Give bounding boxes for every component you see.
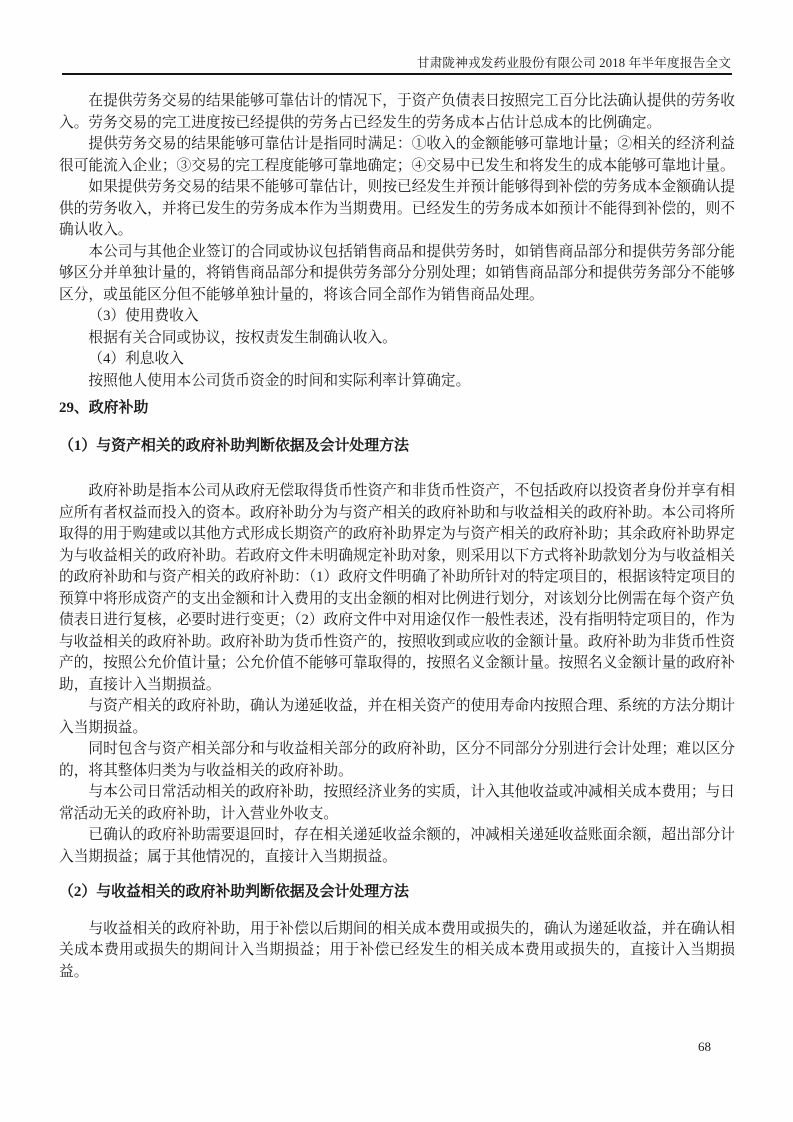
paragraph-grant-definition: 政府补助是指本公司从政府无偿取得货币性资产和非货币性资产，不包括政府以投资者身份并享有相应所有者权益而投入的资本。政府补助分为与资产相关的政府补助和与收益相关的政府补助。本公司将所取得的用于购建或以其他方式形成长期资产的政府补助界定为与资产相关的政府补助；其余政府补助界定为与收益相关的政府补助。若政府文件未明确规定补助对象，则采用以下方式将补助款划分为与收益相关的政府补助和与资产相关的政府补助：（1）政府文件明确了补助所针对的特定项目的，根据该特定项目的预算中将形成资产的支出金额和计入费用的支出金额的相对比例进行划分，对该划分比例需在每个资产负债表日进行复核，必要时进行变更；（2）政府文件中对用途仅作一般性表述，没有指明特定项目的，作为与收益相关的政府补助。政府补助为货币性资产的，按照收到或应收的金额计量。政府补助为非货币性资产的，按照公允价值计量；公允价值不能够可靠取得的，按照名义金额计量。按照名义金额计量的政府补助，直接计入当期损益。	[59, 483, 735, 693]
paragraph-royalty-income: 根据有关合同或协议，按权责发生制确认收入。	[88, 329, 397, 346]
header-divider-line	[62, 73, 732, 75]
item-royalty-income-label: （3）使用费收入	[88, 308, 199, 324]
subsection-heading-asset-related-grants: （1）与资产相关的政府补助判断依据及会计处理方法	[59, 437, 409, 454]
paragraph-labor-revenue-reliable: 在提供劳务交易的结果能够可靠估计的情况下，于资产负债表日按照完工百分比法确认提供的劳务收入。劳务交易的完工进度按已经提供的劳务占已经发生的劳务成本占估计总成本的比例确定。	[59, 93, 735, 131]
paragraph-bundled-contracts: 本公司与其他企业签订的合同或协议包括销售商品和提供劳务时，如销售商品部分和提供劳务部分能够区分并单独计量的，将销售商品部分和提供劳务部分分别处理；如销售商品部分和提供劳务部分不能够区分，或虽能区分但不能够单独计量的，将该合同全部作为销售商品处理。	[59, 243, 735, 303]
paragraph-interest-income: 按照他人使用本公司货币资金的时间和实际利率计算确定。	[88, 372, 471, 389]
paragraph-asset-grant-deferred-income: 与资产相关的政府补助，确认为递延收益，并在相关资产的使用寿命内按照合理、系统的方法分期计入当期损益。	[59, 698, 735, 736]
page-body	[59, 91, 735, 983]
subsection-heading-income-related-grants: （2）与收益相关的政府补助判断依据及会计处理方法	[59, 884, 409, 900]
paragraph-daily-activity-grants: 与本公司日常活动相关的政府补助，按照经济业务的实质，计入其他收益或冲减相关成本费用；与日常活动无关的政府补助，计入营业外收支。	[59, 784, 735, 822]
paragraph-grant-repayment: 已确认的政府补助需要退回时，存在相关递延收益余额的，冲减相关递延收益账面余额，超出部分计入当期损益；属于其他情况的，直接计入当期损益。	[59, 827, 735, 865]
running-header-title: 甘肃陇神戎发药业股份有限公司 2018 年半年度报告全文	[416, 56, 731, 70]
paragraph-mixed-grant-treatment: 同时包含与资产相关部分和与收益相关部分的政府补助，区分不同部分分别进行会计处理；难以区分的，将其整体归类为与收益相关的政府补助。	[59, 741, 735, 779]
paragraph-unreliable-estimate: 如果提供劳务交易的结果不能够可靠估计，则按已经发生并预计能够得到补偿的劳务成本金额确认提供的劳务收入，并将已发生的劳务成本作为当期费用。已经发生的劳务成本如预计不能得到补偿的，则不确认收入。	[59, 179, 735, 238]
paragraph-reliable-estimate-conditions: 提供劳务交易的结果能够可靠估计是指同时满足：①收入的金额能够可靠地计量；②相关的经济利益很可能流入企业；③交易的完工程度能够可靠地确定；④交易中已发生和将发生的成本能够可靠地计量。	[59, 136, 735, 174]
section-heading-government-grants: 29、政府补助	[59, 400, 149, 416]
page-number: 68	[698, 1039, 711, 1054]
paragraph-income-grant-treatment: 与收益相关的政府补助，用于补偿以后期间的相关成本费用或损失的，确认为递延收益，并在确认相关成本费用或损失的期间计入当期损益；用于补偿已经发生的相关成本费用或损失的，直接计入当期损益。	[59, 920, 735, 980]
item-interest-income-label: （4）利息收入	[88, 351, 184, 367]
